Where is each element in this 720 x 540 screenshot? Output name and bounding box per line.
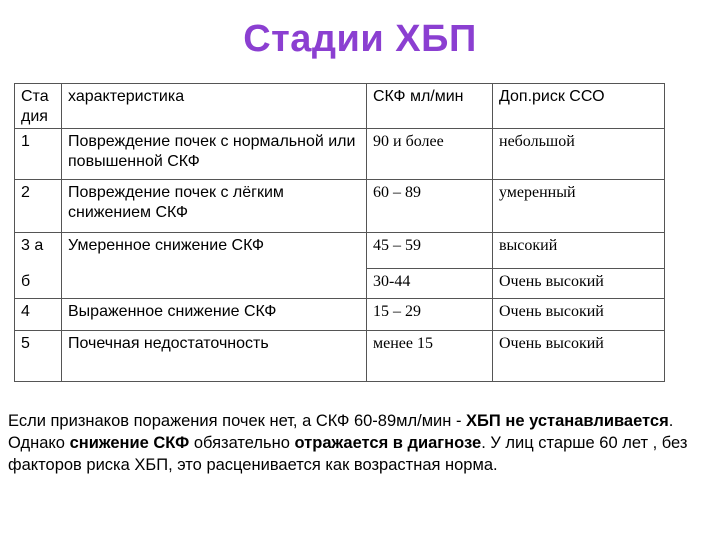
stage-cell: 4 — [15, 299, 62, 331]
footer-bold-diagnosis: отражается в диагнозе — [294, 434, 482, 452]
risk-cell: Очень высокий — [493, 299, 665, 331]
characteristic-cell — [62, 269, 367, 299]
gfr-cell: 90 и более — [367, 129, 493, 180]
characteristic-cell: Умеренное снижение СКФ — [62, 233, 367, 269]
header-stage: Ста дия — [15, 84, 62, 129]
characteristic-cell: Повреждение почек с нормальной или повышенной СКФ — [62, 129, 367, 180]
gfr-cell: 60 – 89 — [367, 180, 493, 233]
characteristic-cell: Выраженное снижение СКФ — [62, 299, 367, 331]
table-row — [15, 299, 665, 331]
footer-bold-no-ckd: ХБП не устанавливается — [466, 412, 669, 430]
footer-text-1: Если признаков поражения почек нет, а СКФ 60-89мл/мин - — [8, 412, 467, 430]
table-row — [15, 233, 665, 269]
table-row — [15, 180, 665, 233]
footer-text-4: . У лиц старше 60 лет , без факторов риска ХБП, это расценивается как возрастная норма. — [8, 434, 688, 474]
characteristic-cell: Повреждение почек с лёгким снижением СКФ — [62, 180, 367, 233]
header-characteristic: характеристика — [62, 84, 367, 129]
stage-cell: б — [15, 269, 62, 299]
risk-cell: умеренный — [493, 180, 665, 233]
stage-cell: 2 — [15, 180, 62, 233]
footer-text-3: обязательно — [189, 434, 295, 452]
header-risk: Доп.риск ССО — [493, 84, 665, 129]
table-header-row — [15, 84, 665, 129]
risk-cell: Очень высокий — [493, 269, 665, 299]
gfr-cell: 30-44 — [367, 269, 493, 299]
footer-bold-gfr-decrease: снижение СКФ — [69, 434, 190, 452]
footer-text-2: . Однако — [8, 412, 674, 452]
characteristic-cell: Почечная недостаточность — [62, 331, 367, 382]
stage-cell: 3 а — [15, 233, 62, 269]
gfr-cell: 45 – 59 — [367, 233, 493, 269]
header-gfr: СКФ мл/мин — [367, 84, 493, 129]
table-row — [15, 269, 665, 299]
table-row — [15, 331, 665, 382]
stage-cell: 1 — [15, 129, 62, 180]
risk-cell: высокий — [493, 233, 665, 269]
stage-cell: 5 — [15, 331, 62, 382]
table-row — [15, 129, 665, 180]
risk-cell: небольшой — [493, 129, 665, 180]
footer-note — [8, 410, 708, 476]
gfr-cell: 15 – 29 — [367, 299, 493, 331]
gfr-cell: менее 15 — [367, 331, 493, 382]
ckd-stages-table — [14, 83, 665, 382]
slide-title: Стадии ХБП — [243, 18, 477, 60]
risk-cell: Очень высокий — [493, 331, 665, 382]
